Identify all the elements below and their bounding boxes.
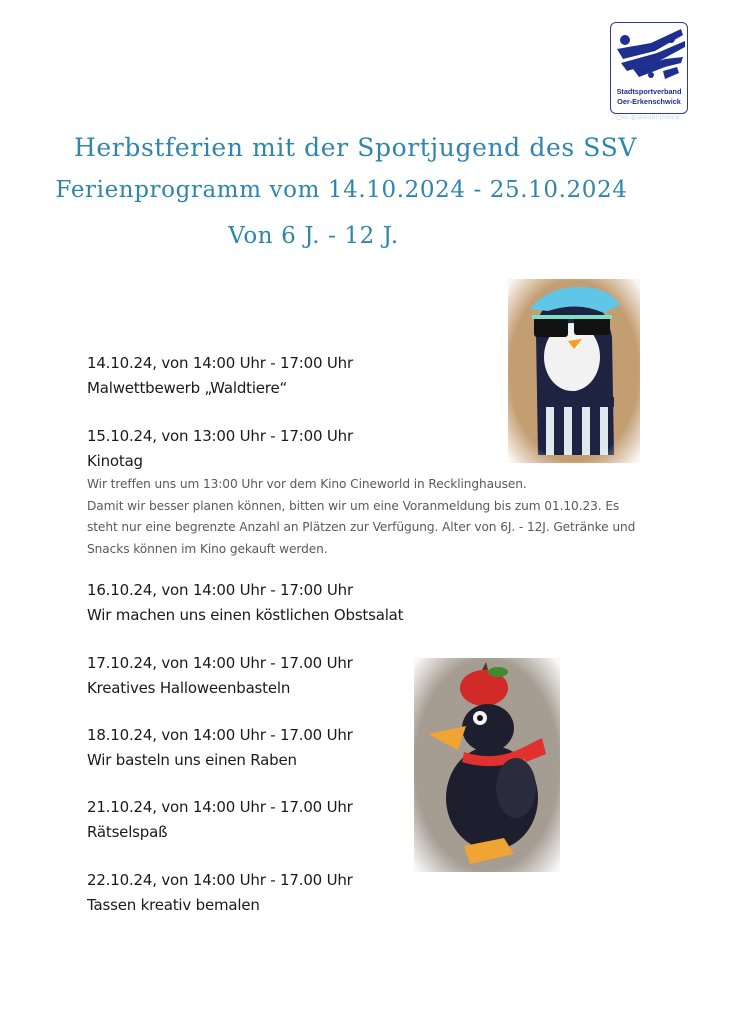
description-line: Wir treffen uns um 13:00 Uhr vor dem Kino Cineworld in Recklinghausen. — [87, 477, 527, 491]
page-subtitle: Ferienprogramm vom 14.10.2024 - 25.10.2024 — [55, 177, 628, 203]
event-2 — [87, 426, 647, 560]
description-line: steht nur eine begrenzte Anzahl an Plätzen zur Verfügung. Alter von 6J. - 12J. Getränke und — [87, 520, 636, 534]
description-line: Snacks können im Kino gekauft werden. — [87, 541, 328, 556]
event-title: Malwettbewerb „Waldtiere“ — [87, 379, 288, 397]
event-title: Kreatives Halloweenbasteln — [87, 679, 291, 697]
raven-craft-image — [414, 658, 560, 872]
event-6 — [87, 797, 353, 842]
event-title: Rätselspaß — [87, 823, 168, 841]
logo-graphic — [611, 23, 687, 85]
event-date: 21.10.24, von 14:00 Uhr - 17.00 Uhr — [87, 798, 353, 816]
event-title: Wir machen uns einen köstlichen Obstsalat — [87, 606, 404, 624]
logo-line2: Oer-Erkenschwick — [617, 97, 681, 106]
event-date: 15.10.24, von 13:00 Uhr - 17:00 Uhr — [87, 427, 353, 445]
event-title: Tassen kreativ bemalen — [87, 896, 260, 914]
event-date: 16.10.24, von 14:00 Uhr - 17:00 Uhr — [87, 581, 353, 599]
logo-frame — [610, 22, 688, 114]
ssv-logo — [610, 22, 688, 134]
event-date: 17.10.24, von 14:00 Uhr - 17.00 Uhr — [87, 654, 353, 672]
event-7 — [87, 870, 353, 915]
event-date: 18.10.24, von 14:00 Uhr - 17.00 Uhr — [87, 726, 353, 744]
logo-reflection: Oer-Erkenschwick — [616, 113, 680, 122]
event-title: Kinotag — [87, 452, 143, 470]
event-5 — [87, 725, 353, 770]
description-line: Damit wir besser planen können, bitten wir um eine Voranmeldung bis zum 01.10.23. Es — [87, 498, 620, 513]
event-4 — [87, 653, 353, 698]
age-range: Von 6 J. - 12 J. — [228, 223, 399, 249]
page-title: Herbstferien mit der Sportjugend des SSV — [74, 133, 637, 162]
event-date: 22.10.24, von 14:00 Uhr - 17.00 Uhr — [87, 871, 353, 889]
event-1 — [87, 353, 353, 398]
event-description — [87, 474, 647, 560]
logo-line1: Stadtsportverband — [616, 87, 682, 96]
event-date: 14.10.24, von 14:00 Uhr - 17:00 Uhr — [87, 354, 353, 372]
event-title: Wir basteln uns einen Raben — [87, 751, 297, 769]
event-3 — [87, 580, 403, 625]
